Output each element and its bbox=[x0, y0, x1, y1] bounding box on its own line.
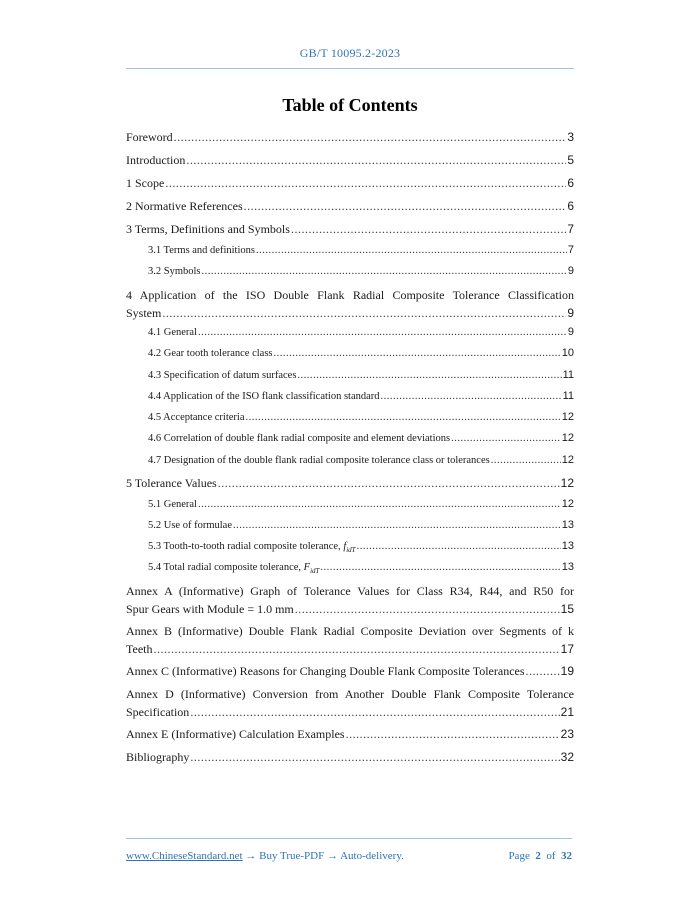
toc-subentry-5-4[interactable] bbox=[148, 559, 574, 579]
total-pages: 32 bbox=[561, 850, 572, 862]
toc-entry-text: 4.3 Specification of datum surfaces bbox=[148, 370, 297, 381]
toc-leader bbox=[190, 703, 559, 721]
document-id: GB/T 10095.2-2023 bbox=[299, 46, 401, 60]
toc-entry-introduction[interactable] bbox=[126, 151, 574, 169]
toc-entry-text: Foreword bbox=[126, 130, 173, 144]
toc-entry-text: Introduction bbox=[126, 153, 186, 167]
toc-entry-text: 4.1 General bbox=[148, 327, 197, 338]
toc-entry-annex-b[interactable] bbox=[126, 622, 574, 658]
page-indicator bbox=[508, 850, 572, 862]
toc-page-number: 13 bbox=[561, 540, 574, 552]
toc-entry-text: 4.2 Gear tooth tolerance class bbox=[148, 348, 273, 359]
current-page: 2 bbox=[535, 850, 541, 862]
toc-entry-foreword[interactable] bbox=[126, 128, 574, 146]
toc-page-number: 9 bbox=[567, 265, 574, 277]
toc-leader bbox=[526, 662, 560, 680]
toc-entry-annex-a[interactable] bbox=[126, 582, 574, 618]
toc-entry-annex-d[interactable] bbox=[126, 685, 574, 721]
toc-page-number: 12 bbox=[561, 498, 574, 510]
toc-entry-text: 2 Normative References bbox=[126, 199, 243, 213]
toc-leader bbox=[202, 264, 567, 280]
toc-entry-text: Annex E (Informative) Calculation Examples bbox=[126, 727, 345, 741]
toc-entry-annex-e[interactable] bbox=[126, 725, 574, 743]
toc-page-number: 7 bbox=[567, 222, 574, 236]
footer-divider bbox=[126, 838, 572, 839]
toc-subentry-5-2[interactable] bbox=[148, 517, 574, 534]
toc-leader bbox=[233, 518, 561, 534]
toc-entry-text: 5.3 Tooth-to-tooth radial composite tolerance, $f_{idT}$ bbox=[148, 541, 356, 555]
toc-page-number: 17 bbox=[560, 642, 574, 656]
toc-entry-text: 5.4 Total radial composite tolerance, $F_{idT}$ bbox=[148, 562, 320, 576]
toc-entry-text: 5 Tolerance Values bbox=[126, 476, 217, 490]
toc-leader bbox=[198, 325, 567, 341]
toc-entry-text-line2: Specification bbox=[126, 705, 190, 719]
toc-leader bbox=[198, 497, 561, 513]
toc-page-number: 11 bbox=[562, 369, 574, 381]
toc-leader bbox=[165, 174, 566, 192]
toc-entry-tolerance-values[interactable] bbox=[126, 474, 574, 492]
toc-page-number: 11 bbox=[562, 390, 574, 402]
toc-leader bbox=[245, 410, 560, 426]
toc-entry-text: 4.7 Designation of the double flank radial composite tolerance class or tolerances bbox=[148, 455, 490, 466]
toc-entry-text-line1: Annex A (Informative) Graph of Tolerance Values for Class R34, R44, and R50 for bbox=[126, 584, 574, 598]
toc-entry-text-line2: Teeth bbox=[126, 642, 153, 656]
toc-leader bbox=[451, 431, 561, 447]
page-of-label: of bbox=[546, 850, 556, 862]
toc-entry-text-line1: 4 Application of the ISO Double Flank Radial Composite Tolerance Classification bbox=[126, 288, 574, 302]
promo-text: → Buy True-PDF → Auto-delivery. bbox=[242, 850, 404, 862]
toc-entry-text: 4.6 Correlation of double flank radial composite and element deviations bbox=[148, 433, 451, 444]
header-divider bbox=[126, 68, 574, 69]
toc-subentry-4-7[interactable] bbox=[148, 452, 574, 469]
symbol-F: F bbox=[303, 562, 311, 573]
toc-subentry-5-1[interactable] bbox=[148, 496, 574, 513]
toc-leader bbox=[491, 453, 561, 469]
toc-page-number: 32 bbox=[560, 750, 574, 764]
toc-page-number: 12 bbox=[560, 476, 574, 490]
website-link[interactable]: www.ChineseStandard.net bbox=[126, 850, 243, 862]
toc-subentry-4-2[interactable] bbox=[148, 345, 574, 362]
toc-page-number: 23 bbox=[560, 727, 574, 741]
symbol-f: f bbox=[343, 541, 347, 552]
toc-subentry-4-5[interactable] bbox=[148, 409, 574, 426]
toc-page-number: 12 bbox=[561, 411, 574, 423]
toc-page-number: 7 bbox=[567, 244, 574, 256]
toc-entry-normative-references[interactable] bbox=[126, 197, 574, 215]
toc-leader bbox=[162, 304, 566, 322]
toc-leader bbox=[274, 346, 561, 362]
page-label: Page bbox=[508, 850, 530, 862]
toc-entry-terms[interactable] bbox=[126, 220, 574, 238]
toc-entry-text: 5.2 Use of formulae bbox=[148, 520, 232, 531]
toc-entry-bibliography[interactable] bbox=[126, 748, 574, 766]
toc-leader bbox=[381, 389, 562, 405]
toc-page-number: 9 bbox=[567, 306, 574, 320]
toc-page-number: 6 bbox=[567, 176, 574, 190]
toc-entry-scope[interactable] bbox=[126, 174, 574, 192]
toc-page-number: 10 bbox=[561, 347, 574, 359]
toc-leader bbox=[297, 368, 561, 384]
toc-subentry-3-2[interactable] bbox=[148, 263, 574, 280]
toc-page-number: 15 bbox=[560, 602, 574, 616]
toc-entry-text-line2: Spur Gears with Module = 1.0 mm bbox=[126, 602, 294, 616]
toc-leader bbox=[295, 600, 560, 618]
toc-subentry-3-1[interactable] bbox=[148, 242, 574, 259]
toc-page-number: 21 bbox=[560, 705, 574, 719]
toc-leader bbox=[174, 128, 567, 146]
toc-subentry-4-1[interactable] bbox=[148, 324, 574, 341]
toc-page-number: 13 bbox=[561, 519, 574, 531]
document-header bbox=[0, 46, 700, 61]
toc-entry-text: Annex C (Informative) Reasons for Changing Double Flank Composite Tolerances bbox=[126, 664, 525, 678]
toc-entry-text: 3.1 Terms and definitions bbox=[148, 245, 255, 256]
toc-entry-text-line2: System bbox=[126, 306, 162, 320]
toc-page-number: 12 bbox=[561, 432, 574, 444]
toc-leader bbox=[291, 220, 566, 238]
toc-page-number: 5 bbox=[567, 153, 574, 167]
symbol-subscript: idT bbox=[346, 546, 356, 555]
toc-leader bbox=[153, 640, 559, 658]
toc-page-number: 12 bbox=[561, 454, 574, 466]
toc-subentry-4-4[interactable] bbox=[148, 388, 574, 405]
toc-leader bbox=[357, 539, 561, 555]
toc-leader bbox=[244, 197, 567, 215]
toc-subentry-4-6[interactable] bbox=[148, 430, 574, 447]
toc-leader bbox=[186, 151, 566, 169]
footer-promo bbox=[126, 850, 404, 862]
toc-entry-text: 4.4 Application of the ISO flank classification standard bbox=[148, 391, 380, 402]
symbol-subscript: idT bbox=[310, 567, 320, 576]
toc-leader bbox=[346, 725, 560, 743]
toc-page-number: 19 bbox=[560, 664, 574, 678]
toc-entry-text-line1: Annex B (Informative) Double Flank Radial Composite Deviation over Segments of k bbox=[126, 624, 574, 638]
page-title: Table of Contents bbox=[282, 95, 418, 115]
toc-subentry-5-3[interactable] bbox=[148, 538, 574, 558]
toc-page-number: 13 bbox=[561, 561, 574, 573]
toc-entry-text-line1: Annex D (Informative) Conversion from Another Double Flank Composite Tolerance bbox=[126, 687, 574, 701]
toc-entry-text: 3.2 Symbols bbox=[148, 266, 201, 277]
toc-entry-text: 3 Terms, Definitions and Symbols bbox=[126, 222, 290, 236]
toc-page-number: 9 bbox=[567, 326, 574, 338]
toc-entry-text: 4.5 Acceptance criteria bbox=[148, 412, 245, 423]
toc-entry-annex-c[interactable] bbox=[126, 662, 574, 680]
toc-leader bbox=[218, 474, 560, 492]
toc-entry-text: Bibliography bbox=[126, 750, 190, 764]
toc-entry-text: 5.1 General bbox=[148, 499, 197, 510]
toc-leader bbox=[256, 243, 567, 259]
toc-page-number: 6 bbox=[567, 199, 574, 213]
toc-entry-text: 1 Scope bbox=[126, 176, 165, 190]
toc-leader bbox=[320, 560, 560, 576]
toc-subentry-4-3[interactable] bbox=[148, 367, 574, 384]
toc-leader bbox=[190, 748, 559, 766]
toc-page-number: 3 bbox=[567, 130, 574, 144]
toc-entry-application[interactable] bbox=[126, 286, 574, 322]
